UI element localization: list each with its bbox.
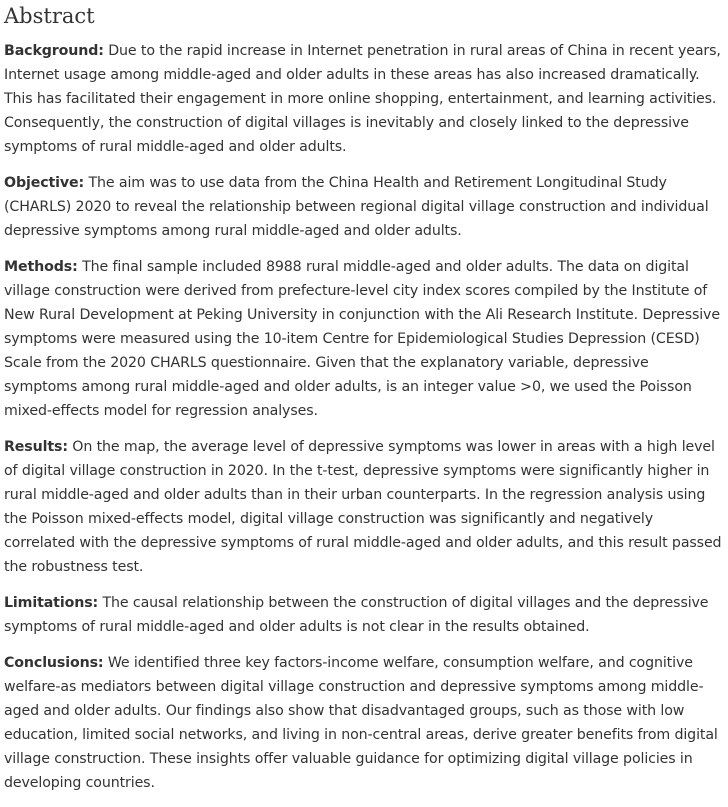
abstract-section-conclusions xyxy=(4,651,726,795)
section-label-limitations: Limitations: xyxy=(4,595,99,611)
abstract-heading: Abstract xyxy=(4,4,95,28)
section-text-background: Due to the rapid increase in Internet penetration in rural areas of China in recent years, Internet usage among middle-aged and older adults in these areas has also increased dramatically. This has facilitated their engagement in more online shopping, entertainment, and learning activities. Consequently, the construction of digital villages is inevitably and closely linked to the depressive symptoms of rural middle-aged and older adults. xyxy=(4,43,721,155)
abstract-section-results xyxy=(4,435,726,579)
abstract-section-objective xyxy=(4,171,726,243)
section-text-objective: The aim was to use data from the China Health and Retirement Longitudinal Study (CHARLS) 2020 to reveal the relationship between regional digital village construction and individual depressive symptoms among rural middle-aged and older adults. xyxy=(4,175,709,239)
section-label-background: Background: xyxy=(4,43,104,59)
section-label-results: Results: xyxy=(4,439,68,455)
section-label-methods: Methods: xyxy=(4,259,78,275)
abstract-section-methods xyxy=(4,255,726,423)
abstract-container xyxy=(4,0,726,807)
abstract-section-background xyxy=(4,39,726,159)
section-text-results: On the map, the average level of depressive symptoms was lower in areas with a high level of digital village construction in 2020. In the t-test, depressive symptoms were significantly higher in rural middle-aged and older adults than in their urban counterparts. In the regression analysis using the Poisson mixed-effects model, digital village construction was significantly and negatively correlated with the depressive symptoms of rural middle-aged and older adults, and this result passed the robustness test. xyxy=(4,439,722,575)
section-label-objective: Objective: xyxy=(4,175,85,191)
section-label-conclusions: Conclusions: xyxy=(4,655,104,671)
abstract-section-limitations xyxy=(4,591,726,639)
section-text-methods: The final sample included 8988 rural middle-aged and older adults. The data on digital village construction were derived from prefecture-level city index scores compiled by the Institute of New Rural Development at Peking University in conjunction with the Ali Research Institute. Depressive symptoms were measured using the 10-item Centre for Epidemiological Studies Depression (CESD) Scale from the 2020 CHARLS questionnaire. Given that the explanatory variable, depressive symptoms among rural middle-aged and older adults, is an integer value >0, we used the Poisson mixed-effects model for regression analyses. xyxy=(4,259,720,419)
section-text-conclusions: We identified three key factors-income welfare, consumption welfare, and cognitive welfare-as mediators between digital village construction and depressive symptoms among middle-aged and older adults. Our findings also show that disadvantaged groups, such as those with low education, limited social networks, and living in non-central areas, derive greater benefits from digital village construction. These insights offer valuable guidance for optimizing digital village policies in developing countries. xyxy=(4,655,718,791)
section-text-limitations: The causal relationship between the construction of digital villages and the depressive symptoms of rural middle-aged and older adults is not clear in the results obtained. xyxy=(4,595,709,635)
